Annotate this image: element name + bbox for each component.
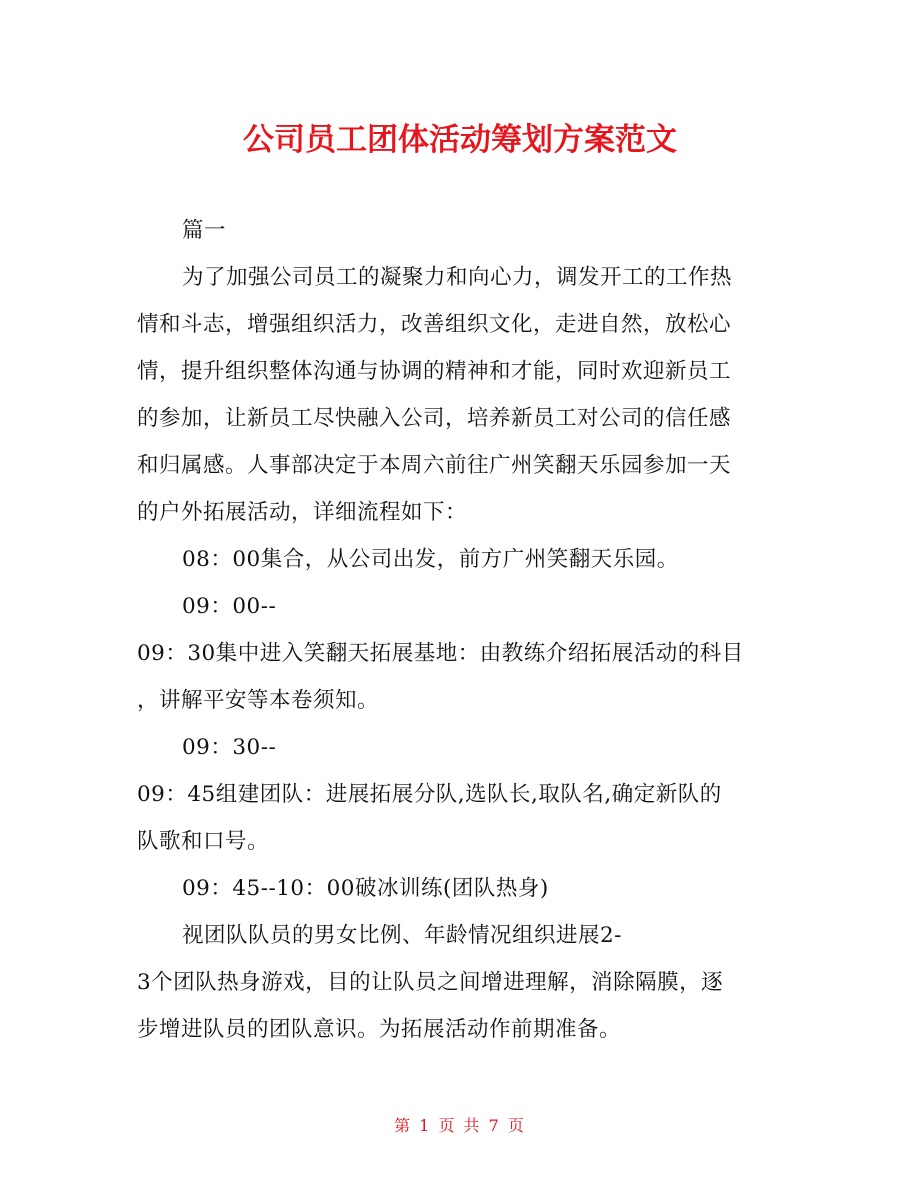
schedule-line: 08：00集合，从公司出发，前方广州笑翻天乐园。 [182,547,679,572]
schedule-line: 09：30集中进入笑翻天拓展基地：由教练介绍拓展活动的科目 [137,641,744,666]
schedule-line: 队歌和口号。 [137,829,270,854]
schedule-line: 09：00-- [182,594,277,619]
paragraph-line: 的参加，让新员工尽快融入公司，培养新员工对公司的信任感 [137,406,732,431]
paragraph-line: 步增进队员的团队意识。为拓展活动作前期准备。 [137,1017,622,1042]
paragraph-line: 的户外拓展活动，详细流程如下： [137,500,468,525]
paragraph-line: 视团队队员的男女比例、年龄情况组织进展2- [182,923,622,948]
paragraph-line: 情，提升组织整体沟通与协调的精神和才能，同时欢迎新员工 [137,359,732,384]
paragraph-line: 为了加强公司员工的凝聚力和向心力，调发开工的工作热 [182,265,733,290]
document-title: 公司员工团体活动筹划方案范文 [243,122,677,158]
paragraph-line: 3个团队热身游戏，目的让队员之间增进理解，消除隔膜，逐 [137,970,724,995]
paragraph-line: 和归属感。人事部决定于本周六前往广州笑翻天乐园参加一天 [137,453,732,478]
schedule-line: 09：30-- [182,735,277,760]
schedule-line: ，讲解平安等本卷须知。 [137,688,380,713]
section-heading: 篇一 [182,218,227,243]
paragraph-line: 情和斗志，增强组织活力，改善组织文化，走进自然，放松心 [137,312,732,337]
schedule-line: 09：45组建团队：进展拓展分队,选队长,取队名,确定新队的 [137,782,722,807]
page-footer: 第 1 页 共 7 页 [394,1116,526,1135]
schedule-line: 09：45--10：00破冰训练(团队热身) [182,876,549,901]
